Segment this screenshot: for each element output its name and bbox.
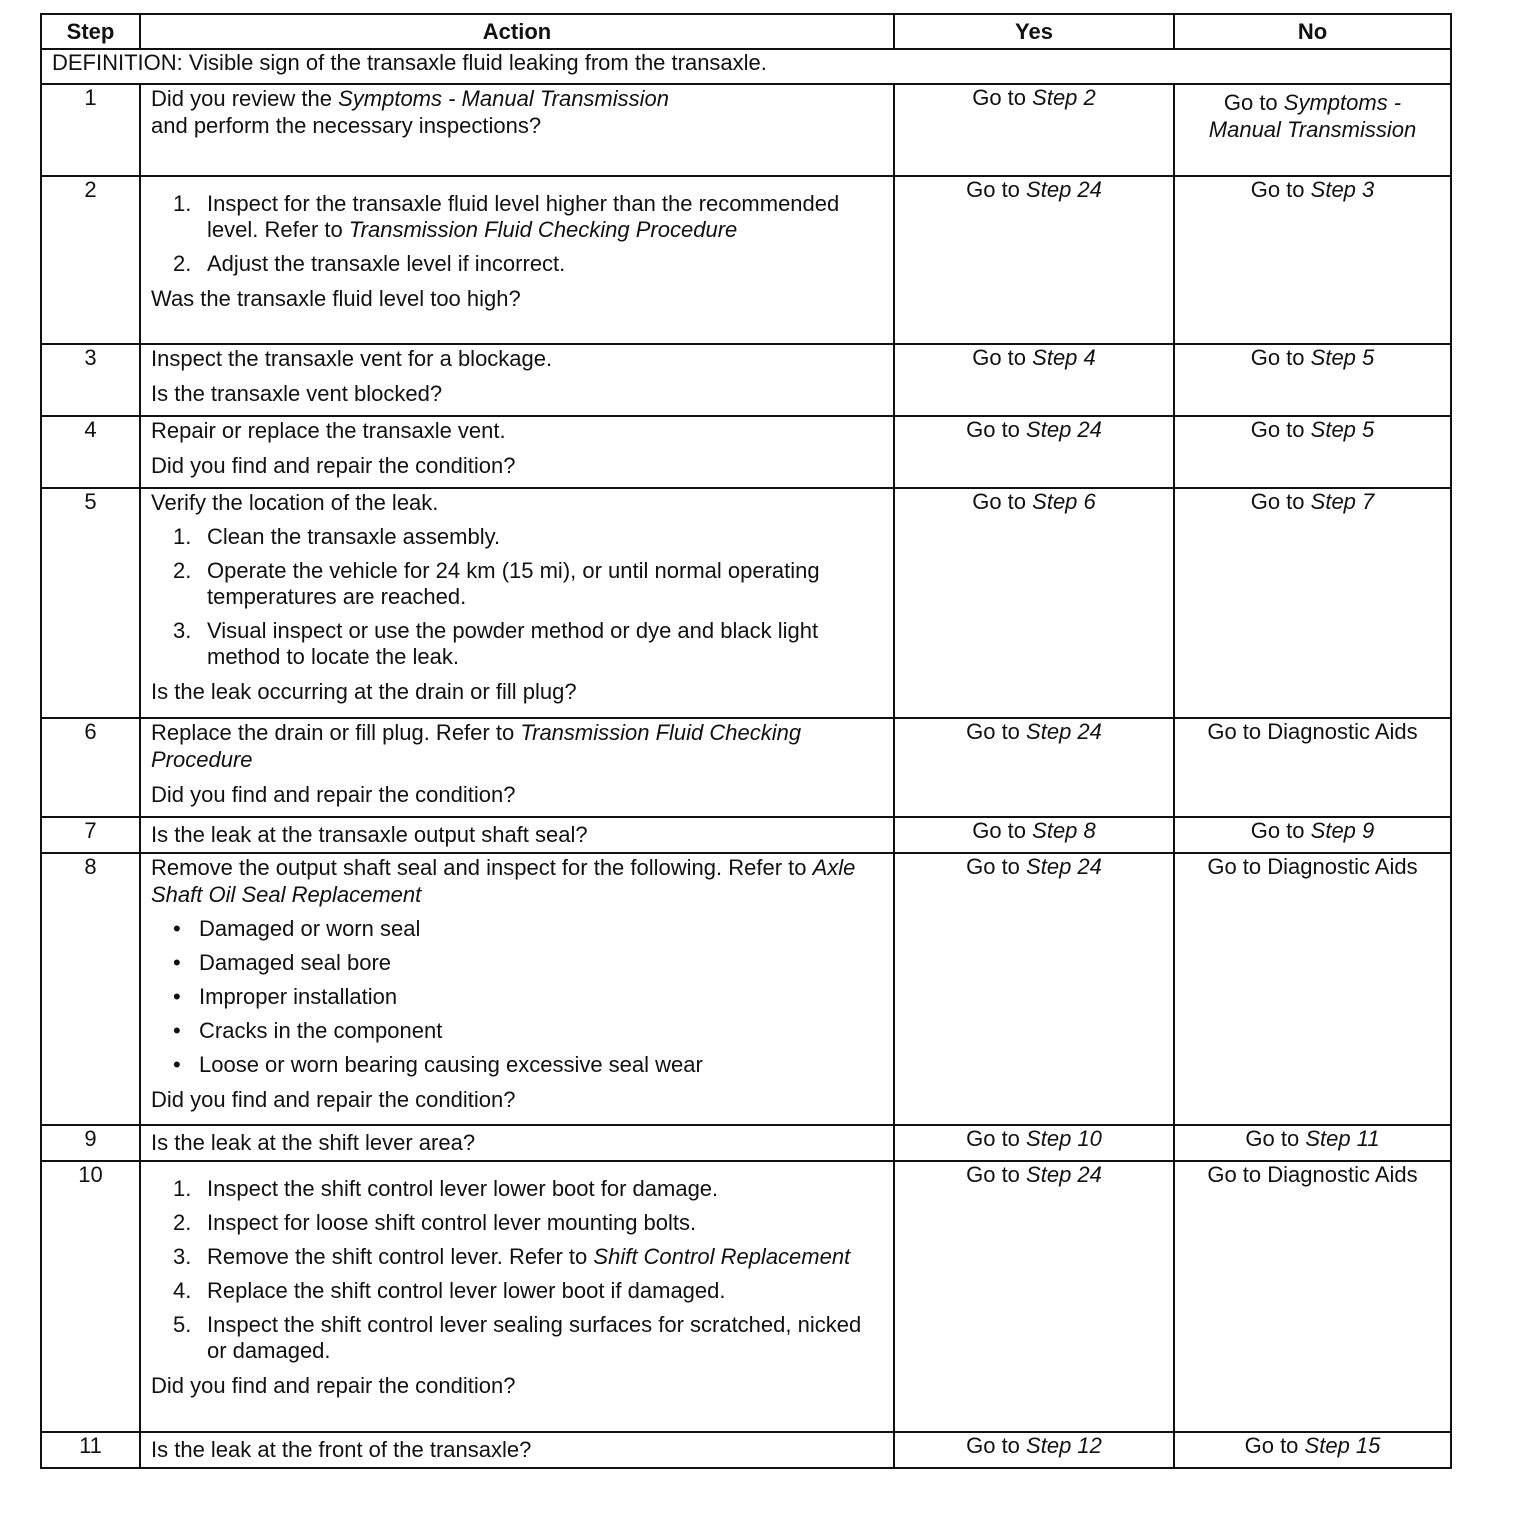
item-number: 2. — [173, 251, 192, 276]
table-row — [41, 488, 1451, 718]
yes-cell — [894, 853, 1174, 1125]
list-item — [151, 1052, 883, 1078]
table-row — [41, 853, 1451, 1125]
go-to-label: Go to — [966, 719, 1020, 744]
list-item — [151, 1278, 883, 1304]
yes-target: Step 4 — [1032, 345, 1096, 370]
list-item — [151, 558, 883, 610]
action-cell — [140, 416, 894, 488]
no-cell — [1174, 416, 1451, 488]
no-cell: Go to Diagnostic Aids — [1174, 853, 1451, 1125]
action-cell — [140, 176, 894, 344]
step-number: 5 — [41, 488, 140, 718]
list-item — [151, 916, 883, 942]
yes-cell — [894, 1161, 1174, 1432]
item-text: Damaged or worn seal — [199, 916, 421, 941]
table-row — [41, 817, 1451, 853]
item-number: 3. — [173, 618, 192, 643]
action-text: Verify the location of the leak. — [151, 490, 439, 515]
yes-cell — [894, 84, 1174, 176]
list-item — [151, 524, 883, 550]
list-item — [151, 984, 883, 1010]
no-cell — [1174, 344, 1451, 416]
go-to-label: Go to — [1250, 417, 1305, 442]
list-item — [151, 191, 883, 243]
go-to-label: Go to — [1250, 489, 1305, 514]
table-row — [41, 1432, 1451, 1468]
step-number: 6 — [41, 718, 140, 817]
step-number: 11 — [41, 1432, 140, 1468]
action-text: Remove the output shaft seal and inspect for the following. Refer to — [151, 855, 813, 880]
item-number: 2. — [173, 558, 192, 583]
item-text: Operate the vehicle for 24 km (15 mi), or until normal operating temperatures are reached. — [207, 558, 820, 609]
no-target: Step 15 — [1304, 1433, 1381, 1458]
bullet-icon: • — [173, 984, 181, 1009]
question: Is the leak at the transaxle output shaft seal? — [140, 817, 894, 853]
header-step: Step — [41, 14, 140, 49]
go-to-label: Go to — [966, 1126, 1020, 1151]
header-action: Action — [140, 14, 894, 49]
go-to-label: Go to — [966, 854, 1020, 879]
yes-cell — [894, 1432, 1174, 1468]
step-number: 9 — [41, 1125, 140, 1161]
no-cell — [1174, 1125, 1451, 1161]
step-number: 10 — [41, 1161, 140, 1432]
action-cell — [140, 718, 894, 817]
item-text: Improper installation — [199, 984, 398, 1009]
yes-target: Step 12 — [1026, 1433, 1102, 1458]
yes-target: Step 6 — [1032, 489, 1096, 514]
yes-target: Step 24 — [1026, 177, 1102, 202]
step-number: 4 — [41, 416, 140, 488]
table-row — [41, 176, 1451, 344]
item-text: Inspect the shift control lever lower boot for damage. — [207, 1176, 719, 1201]
no-target: Step 9 — [1310, 818, 1375, 843]
go-to-label: Go to — [972, 85, 1027, 110]
question: Is the leak at the shift lever area? — [140, 1125, 894, 1161]
go-to-label: Go to — [972, 345, 1027, 370]
action-cell — [140, 1161, 894, 1432]
item-text: Clean the transaxle assembly. — [207, 524, 501, 549]
action-text: Did you review the — [151, 86, 339, 111]
yes-cell — [894, 817, 1174, 853]
no-target: Step 7 — [1310, 489, 1375, 514]
reference: Transmission Fluid Checking Procedure — [348, 217, 738, 242]
item-number: 1. — [173, 1176, 192, 1201]
question: Is the transaxle vent blocked? — [151, 381, 443, 406]
yes-cell — [894, 176, 1174, 344]
bullet-icon: • — [173, 950, 181, 975]
reference: Symptoms - Manual Transmission — [338, 86, 669, 111]
action-cell — [140, 488, 894, 718]
yes-target: Step 24 — [1026, 417, 1102, 442]
bullet-icon: • — [173, 1018, 181, 1043]
action-text: Inspect the transaxle vent for a blockage. — [151, 346, 553, 371]
bullet-icon: • — [173, 1052, 181, 1077]
action-cell — [140, 84, 894, 176]
item-number: 1. — [173, 524, 192, 549]
yes-cell — [894, 718, 1174, 817]
no-cell — [1174, 84, 1451, 176]
item-number: 4. — [173, 1278, 192, 1303]
no-target: Step 11 — [1305, 1126, 1380, 1151]
yes-target: Step 24 — [1026, 719, 1102, 744]
item-number: 5. — [173, 1312, 192, 1337]
step-number: 1 — [41, 84, 140, 176]
action-cell — [140, 344, 894, 416]
definition-row — [41, 49, 1451, 84]
diagnostic-table — [40, 13, 1452, 1469]
table-row — [41, 416, 1451, 488]
header-row — [41, 14, 1451, 49]
table-row — [41, 84, 1451, 176]
yes-target: Step 10 — [1026, 1126, 1102, 1151]
list-item — [151, 950, 883, 976]
go-to-label: Go to — [966, 417, 1020, 442]
item-number: 3. — [173, 1244, 192, 1269]
no-target: Manual Transmission — [1208, 117, 1417, 142]
no-target: Step 5 — [1310, 345, 1375, 370]
header-no: No — [1174, 14, 1451, 49]
list-item — [151, 1244, 883, 1270]
go-to-label: Go to — [972, 818, 1027, 843]
step-number: 7 — [41, 817, 140, 853]
go-to-label: Go to — [1250, 345, 1305, 370]
go-to-label: Go to — [1223, 90, 1284, 115]
list-item — [151, 1210, 883, 1236]
item-text: Replace the shift control lever lower boot if damaged. — [207, 1278, 726, 1303]
go-to-label: Go to — [1244, 1433, 1299, 1458]
action-cell — [140, 853, 894, 1125]
step-number: 8 — [41, 853, 140, 1125]
go-to-label: Go to — [966, 1162, 1020, 1187]
go-to-label: Go to — [966, 177, 1020, 202]
yes-cell — [894, 1125, 1174, 1161]
no-cell — [1174, 1432, 1451, 1468]
no-cell — [1174, 817, 1451, 853]
header-yes: Yes — [894, 14, 1174, 49]
yes-target: Step 24 — [1026, 854, 1102, 879]
no-cell — [1174, 176, 1451, 344]
item-text: Damaged seal bore — [199, 950, 392, 975]
item-text: Inspect for the transaxle fluid level higher than the recommended level. Refer to — [207, 191, 840, 242]
item-text: Adjust the transaxle level if incorrect. — [207, 251, 566, 276]
list-item — [151, 1176, 883, 1202]
reference: Axle Shaft Oil Seal Replacement — [151, 855, 856, 907]
item-text: Visual inspect or use the powder method or dye and black light method to locate the leak. — [207, 618, 819, 669]
question: Did you find and repair the condition? — [151, 782, 516, 807]
no-cell: Go to Diagnostic Aids — [1174, 718, 1451, 817]
table-row — [41, 1161, 1451, 1432]
item-text: Remove the shift control lever. Refer to — [207, 1244, 594, 1269]
go-to-label: Go to — [1250, 818, 1305, 843]
action-text: Replace the drain or fill plug. Refer to — [151, 720, 521, 745]
list-item — [151, 251, 883, 277]
question: Did you find and repair the condition? — [151, 453, 516, 478]
question: and perform the necessary inspections? — [151, 113, 542, 138]
item-text: Loose or worn bearing causing excessive seal wear — [199, 1052, 703, 1077]
bullet-icon: • — [173, 916, 181, 941]
yes-target: Step 2 — [1032, 85, 1096, 110]
table-row — [41, 344, 1451, 416]
yes-cell — [894, 416, 1174, 488]
item-text: Inspect for loose shift control lever mounting bolts. — [207, 1210, 697, 1235]
question: Did you find and repair the condition? — [151, 1373, 516, 1398]
no-target: Step 5 — [1310, 417, 1375, 442]
go-to-label: Go to — [1245, 1126, 1300, 1151]
list-item — [151, 1018, 883, 1044]
definition: DEFINITION: Visible sign of the transaxle fluid leaking from the transaxle. — [41, 49, 1451, 84]
reference: Shift Control Replacement — [593, 1244, 851, 1269]
no-target: Symptoms - — [1283, 90, 1402, 115]
list-item — [151, 618, 883, 670]
no-target: Step 3 — [1310, 177, 1375, 202]
item-text: Inspect the shift control lever sealing surfaces for scratched, nicked or damaged. — [207, 1312, 862, 1363]
list-item — [151, 1312, 883, 1364]
table-row — [41, 1125, 1451, 1161]
step-number: 2 — [41, 176, 140, 344]
reference: Transmission Fluid Checking Procedure — [151, 720, 802, 772]
yes-target: Step 8 — [1032, 818, 1096, 843]
no-cell — [1174, 488, 1451, 718]
question: Is the leak occurring at the drain or fill plug? — [151, 679, 577, 704]
action-text: Repair or replace the transaxle vent. — [151, 418, 506, 443]
question: Is the leak at the front of the transaxle? — [140, 1432, 894, 1468]
item-number: 1. — [173, 191, 192, 216]
step-number: 3 — [41, 344, 140, 416]
question: Did you find and repair the condition? — [151, 1087, 516, 1112]
go-to-label: Go to — [966, 1433, 1020, 1458]
go-to-label: Go to — [972, 489, 1027, 514]
go-to-label: Go to — [1250, 177, 1305, 202]
item-text: Cracks in the component — [199, 1018, 443, 1043]
yes-target: Step 24 — [1026, 1162, 1102, 1187]
yes-cell — [894, 488, 1174, 718]
table-row — [41, 718, 1451, 817]
yes-cell — [894, 344, 1174, 416]
item-number: 2. — [173, 1210, 192, 1235]
question: Was the transaxle fluid level too high? — [151, 286, 521, 311]
no-cell: Go to Diagnostic Aids — [1174, 1161, 1451, 1432]
